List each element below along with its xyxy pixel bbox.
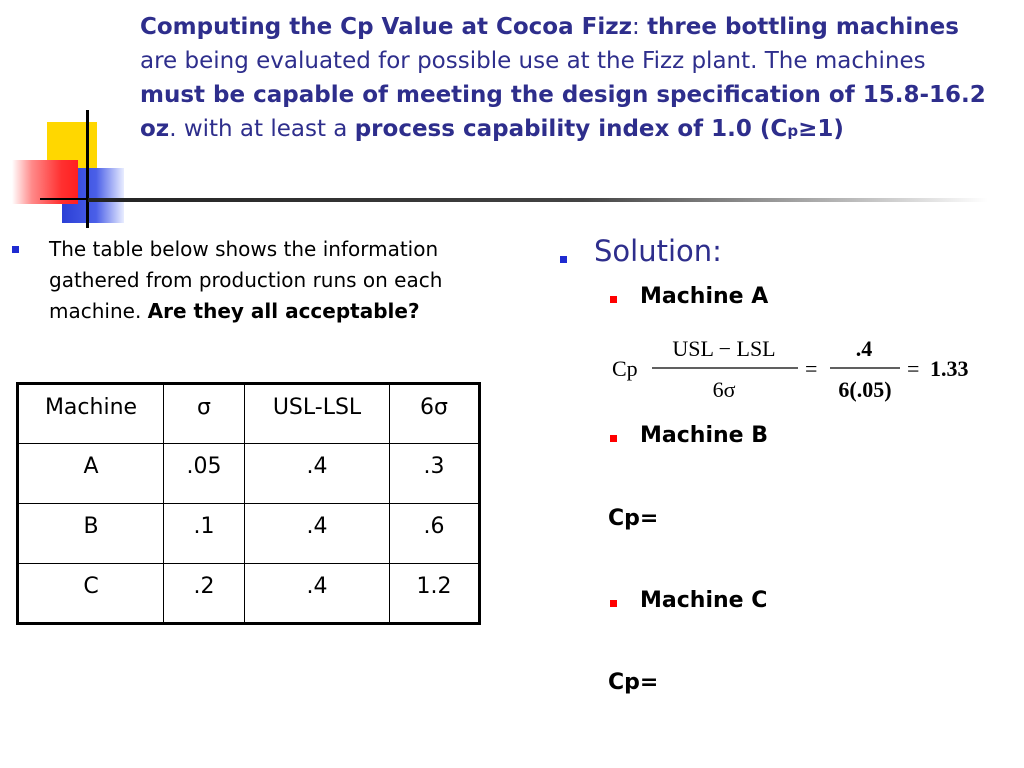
decorative-logo <box>0 100 150 230</box>
formula-equals-1: = <box>805 356 818 381</box>
formula-result: 1.33 <box>930 356 969 381</box>
table-header: σ <box>164 384 245 444</box>
table-cell: .2 <box>164 564 245 624</box>
machine-c-label: Machine C <box>640 588 768 613</box>
sub-bullet-square-icon <box>610 600 617 607</box>
bullet-square-icon <box>560 256 567 263</box>
title-heading: Computing the Cp Value at Cocoa Fizz <box>140 14 632 40</box>
logo-vertical-line <box>86 110 89 228</box>
slide-title <box>140 10 990 148</box>
title-bold-index: process capability index of 1.0 (C <box>354 116 788 142</box>
formula-lhs: Cp <box>612 356 638 381</box>
title-colon: : <box>632 14 648 40</box>
table-cell: .6 <box>390 504 480 564</box>
sub-bullet-square-icon <box>610 296 617 303</box>
table-cell: .4 <box>245 444 390 504</box>
title-bold-machines: three bottling machines <box>647 14 959 40</box>
cp-machine-b: Cp= <box>608 506 659 531</box>
machine-a-label: Machine A <box>640 284 769 309</box>
table-cell: .4 <box>245 564 390 624</box>
table-cell: .1 <box>164 504 245 564</box>
table-cell: 1.2 <box>390 564 480 624</box>
formula-numerator-1: USL − LSL <box>672 336 776 361</box>
bullet-square-icon <box>12 246 19 253</box>
cp-formula-machine-a <box>608 334 998 404</box>
title-text-2: . with at least a <box>169 116 355 142</box>
machine-table <box>16 382 481 625</box>
table-cell: .3 <box>390 444 480 504</box>
table-row <box>18 444 480 504</box>
title-bold-end: ≥1) <box>798 116 844 142</box>
formula-equals-2: = <box>907 356 920 381</box>
title-text-1: are being evaluated for possible use at the Fizz plant. The machines <box>140 48 926 74</box>
table-cell: .4 <box>245 504 390 564</box>
left-bullet-text <box>49 234 509 327</box>
title-bold-spec: must be capable of meeting the design specification of 15.8-16.2 oz <box>140 82 986 142</box>
table-cell: .05 <box>164 444 245 504</box>
table-header: 6σ <box>390 384 480 444</box>
table-row <box>18 564 480 624</box>
table-cell: B <box>18 504 164 564</box>
title-divider <box>88 198 988 202</box>
table-header: USL-LSL <box>245 384 390 444</box>
formula-numerator-2: .4 <box>855 336 873 361</box>
left-bullet-plain: The table below shows the information gathered from production runs on each machine. <box>49 237 443 323</box>
machine-b-label: Machine B <box>640 423 768 448</box>
formula-denominator-1: 6σ <box>712 377 736 402</box>
sub-bullet-square-icon <box>610 435 617 442</box>
table-header: Machine <box>18 384 164 444</box>
title-subscript: p <box>787 122 799 140</box>
solution-label: Solution: <box>594 234 722 268</box>
table-row <box>18 504 480 564</box>
left-bullet-bold: Are they all acceptable? <box>147 299 420 323</box>
cp-machine-c: Cp= <box>608 670 659 695</box>
formula-denominator-2: 6(.05) <box>838 377 892 402</box>
table-cell: C <box>18 564 164 624</box>
table-cell: A <box>18 444 164 504</box>
table-header-row <box>18 384 480 444</box>
